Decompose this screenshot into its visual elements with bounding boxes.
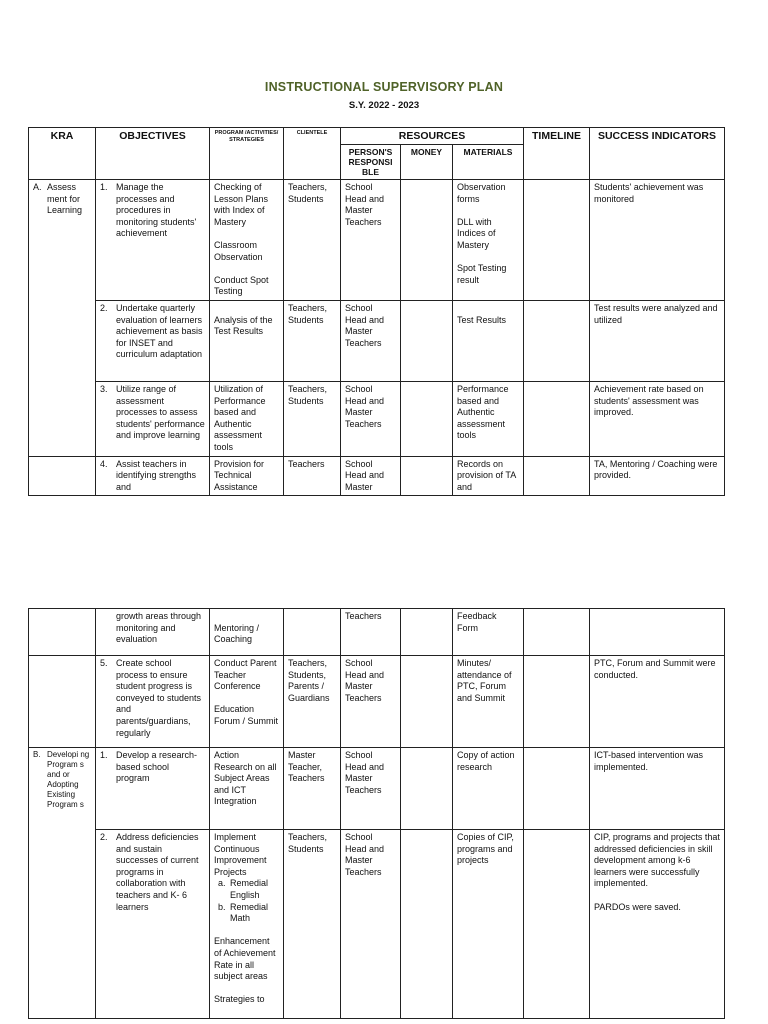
program-text: Implement Continuous Improvement Projects: [214, 832, 267, 877]
objective-text: Create school process to ensure student progress is conveyed to students and parents/guardians, regularly: [116, 658, 202, 738]
persons-cell: School Head and Master Teachers: [341, 748, 401, 830]
header-resources: RESOURCES: [341, 128, 524, 145]
timeline-cell: [524, 830, 590, 1019]
materials-text: DLL with Indices of Mastery: [457, 216, 496, 250]
program-cell: [210, 609, 284, 656]
materials-cell: [453, 456, 524, 496]
materials-cell: Copies of CIP, programs and projects: [453, 830, 524, 1019]
success-cell: [590, 609, 725, 656]
success-cell: [590, 830, 725, 1019]
materials-cell: Feedback Form: [453, 609, 524, 656]
program-cell: [210, 300, 284, 381]
objective-cell: [96, 300, 210, 381]
table-row: [29, 748, 725, 830]
program-text: Analysis of the Test Results: [214, 314, 273, 337]
program-cell: [210, 830, 284, 1019]
header-clientele: CLIENTELE: [284, 128, 341, 180]
materials-cell: Minutes/ attendance of PTC, Forum and Summit: [453, 656, 524, 748]
program-text: Education Forum / Summit: [214, 704, 279, 726]
item-number: 2.: [100, 302, 108, 313]
objective-cell: [96, 609, 210, 656]
success-cell: Achievement rate based on students' assessment was improved.: [590, 381, 725, 456]
program-cell: [210, 456, 284, 496]
table-row: [29, 656, 725, 748]
sub-item-letter: a.: [218, 878, 226, 889]
materials-text: Test Results: [457, 314, 507, 325]
persons-cell: School Head and Master Teachers: [341, 830, 401, 1019]
clientele-cell: Teachers, Students: [284, 180, 341, 301]
header-money: MONEY: [401, 145, 453, 180]
objective-cell: [96, 656, 210, 748]
materials-cell: [453, 381, 524, 456]
objective-cell: [96, 456, 210, 496]
persons-cell: School Head and Master Teachers: [341, 381, 401, 456]
timeline-cell: [524, 381, 590, 456]
success-text: PARDOs were saved.: [594, 901, 681, 912]
program-text: Enhancement of Achievement Rate in all subject areas: [214, 936, 276, 982]
money-cell: [401, 456, 453, 496]
objective-text: Address deficiencies and sustain successes of current programs in collaboration with teachers and K- 6 learners: [116, 832, 199, 912]
program-cell: Action Research on all Subject Areas and ICT Integration: [210, 748, 284, 830]
money-cell: [401, 180, 453, 301]
materials-text: Observation forms: [457, 182, 506, 204]
header-success: SUCCESS INDICATORS: [590, 128, 725, 180]
materials-text: Performance based and Authentic assessment tools: [457, 383, 509, 441]
kra-cell: [29, 609, 96, 656]
persons-cell: School Head and Master: [341, 456, 401, 496]
clientele-cell: [284, 609, 341, 656]
objective-text: Assist teachers in identifying strengths and: [116, 458, 197, 492]
materials-cell: [453, 180, 524, 301]
objective-cell: [96, 748, 210, 830]
objective-text: Manage the processes and procedures in monitoring students' achievement: [116, 182, 197, 239]
success-cell: PTC, Forum and Summit were conducted.: [590, 656, 725, 748]
kra-text: Assess ment for Learning: [47, 182, 83, 216]
kra-cell: [29, 456, 96, 496]
kra-letter: A.: [33, 182, 42, 192]
header-timeline: TIMELINE: [524, 128, 590, 180]
money-cell: [401, 748, 453, 830]
program-text: Utilization of Performance based and Authentic assessment tools: [214, 383, 266, 452]
table-row: [29, 609, 725, 656]
persons-cell: School Head and Master Teachers: [341, 180, 401, 301]
money-cell: [401, 830, 453, 1019]
objective-text: Undertake quarterly evaluation of learners achievement as basis for INSET and curriculum adaptation: [116, 302, 203, 360]
objective-cell: [96, 381, 210, 456]
success-cell: Test results were analyzed and utilized: [590, 300, 725, 381]
timeline-cell: [524, 456, 590, 496]
kra-cell: [29, 656, 96, 748]
clientele-cell: Teachers: [284, 456, 341, 496]
objective-cell: [96, 830, 210, 1019]
table-row: [29, 300, 725, 381]
school-year: S.Y. 2022 - 2023: [348, 100, 420, 111]
program-text: Mentoring / Coaching: [214, 622, 260, 645]
clientele-cell: Teachers, Students, Parents / Guardians: [284, 656, 341, 748]
timeline-cell: [524, 300, 590, 381]
success-cell: ICT-based intervention was implemented.: [590, 748, 725, 830]
timeline-cell: [524, 609, 590, 656]
materials-cell: Copy of action research: [453, 748, 524, 830]
clientele-cell: Teachers, Students: [284, 381, 341, 456]
clientele-cell: Teachers, Students: [284, 300, 341, 381]
timeline-cell: [524, 656, 590, 748]
objective-text: growth areas through monitoring and evaluation: [116, 611, 202, 645]
program-cell: [210, 656, 284, 748]
program-text: Conduct Parent Teacher Conference: [214, 658, 277, 692]
success-text: CIP, programs and projects that addressed deficiencies in skill development among k-6 learners were successfully implemented.: [594, 832, 720, 889]
persons-cell: School Head and Master Teachers: [341, 300, 401, 381]
program-text: Checking of Lesson Plans with Index of Mastery: [214, 182, 269, 227]
program-text: Strategies to: [214, 994, 265, 1005]
money-cell: [401, 609, 453, 656]
program-cell: [210, 381, 284, 456]
program-text: Provision for Technical Assistance: [214, 458, 265, 492]
header-program: PROGRAM /ACTIVITIES/ STRATEGIES: [210, 128, 284, 180]
materials-text: Records on provision of TA and: [457, 458, 516, 492]
kra-text: Developi ng Program s and or Adopting Existing Program s: [47, 750, 90, 809]
item-number: 3.: [100, 383, 108, 394]
program-cell: [210, 180, 284, 301]
kra-cell: [29, 180, 96, 457]
item-number: 4.: [100, 458, 108, 469]
money-cell: [401, 300, 453, 381]
clientele-cell: Master Teacher, Teachers: [284, 748, 341, 830]
success-cell: Students' achievement was monitored: [590, 180, 725, 301]
table-row: [29, 456, 725, 496]
timeline-cell: [524, 180, 590, 301]
sub-item-letter: b.: [218, 901, 226, 912]
item-number: 2.: [100, 832, 108, 842]
objective-cell: [96, 180, 210, 301]
header-objectives: OBJECTIVES: [96, 128, 210, 180]
materials-text: Spot Testing result: [457, 263, 507, 285]
money-cell: [401, 656, 453, 748]
kra-letter: B.: [33, 750, 41, 759]
item-number: 1.: [100, 750, 108, 760]
clientele-cell: Teachers, Students: [284, 830, 341, 1019]
materials-cell: [453, 300, 524, 381]
persons-cell: School Head and Master Teachers: [341, 656, 401, 748]
table-row: [29, 180, 725, 301]
page-title: INSTRUCTIONAL SUPERVISORY PLAN: [264, 80, 504, 94]
table-row: [29, 381, 725, 456]
program-text: Conduct Spot Testing: [214, 274, 269, 297]
item-number: 1.: [100, 182, 108, 192]
sub-item-text: Remedial English: [230, 878, 269, 900]
kra-cell: [29, 748, 96, 1019]
timeline-cell: [524, 748, 590, 830]
item-number: 5.: [100, 658, 108, 668]
supervisory-plan-table-page1: [28, 127, 725, 496]
supervisory-plan-table-page2: [28, 608, 725, 1019]
sub-item-text: Remedial Math: [230, 901, 269, 924]
success-cell: TA, Mentoring / Coaching were provided.: [590, 456, 725, 496]
objective-text: Develop a research-based school program: [116, 750, 198, 784]
money-cell: [401, 381, 453, 456]
header-materials: MATERIALS: [453, 145, 524, 180]
table-row: [29, 830, 725, 1019]
persons-cell: Teachers: [341, 609, 401, 656]
program-text: Classroom Observation: [214, 239, 263, 262]
header-persons: PERSON'S RESPONSI BLE: [341, 145, 401, 180]
objective-text: Utilize range of assessment processes to assess students' performance and improve learning: [116, 383, 205, 441]
header-kra: KRA: [29, 128, 96, 180]
